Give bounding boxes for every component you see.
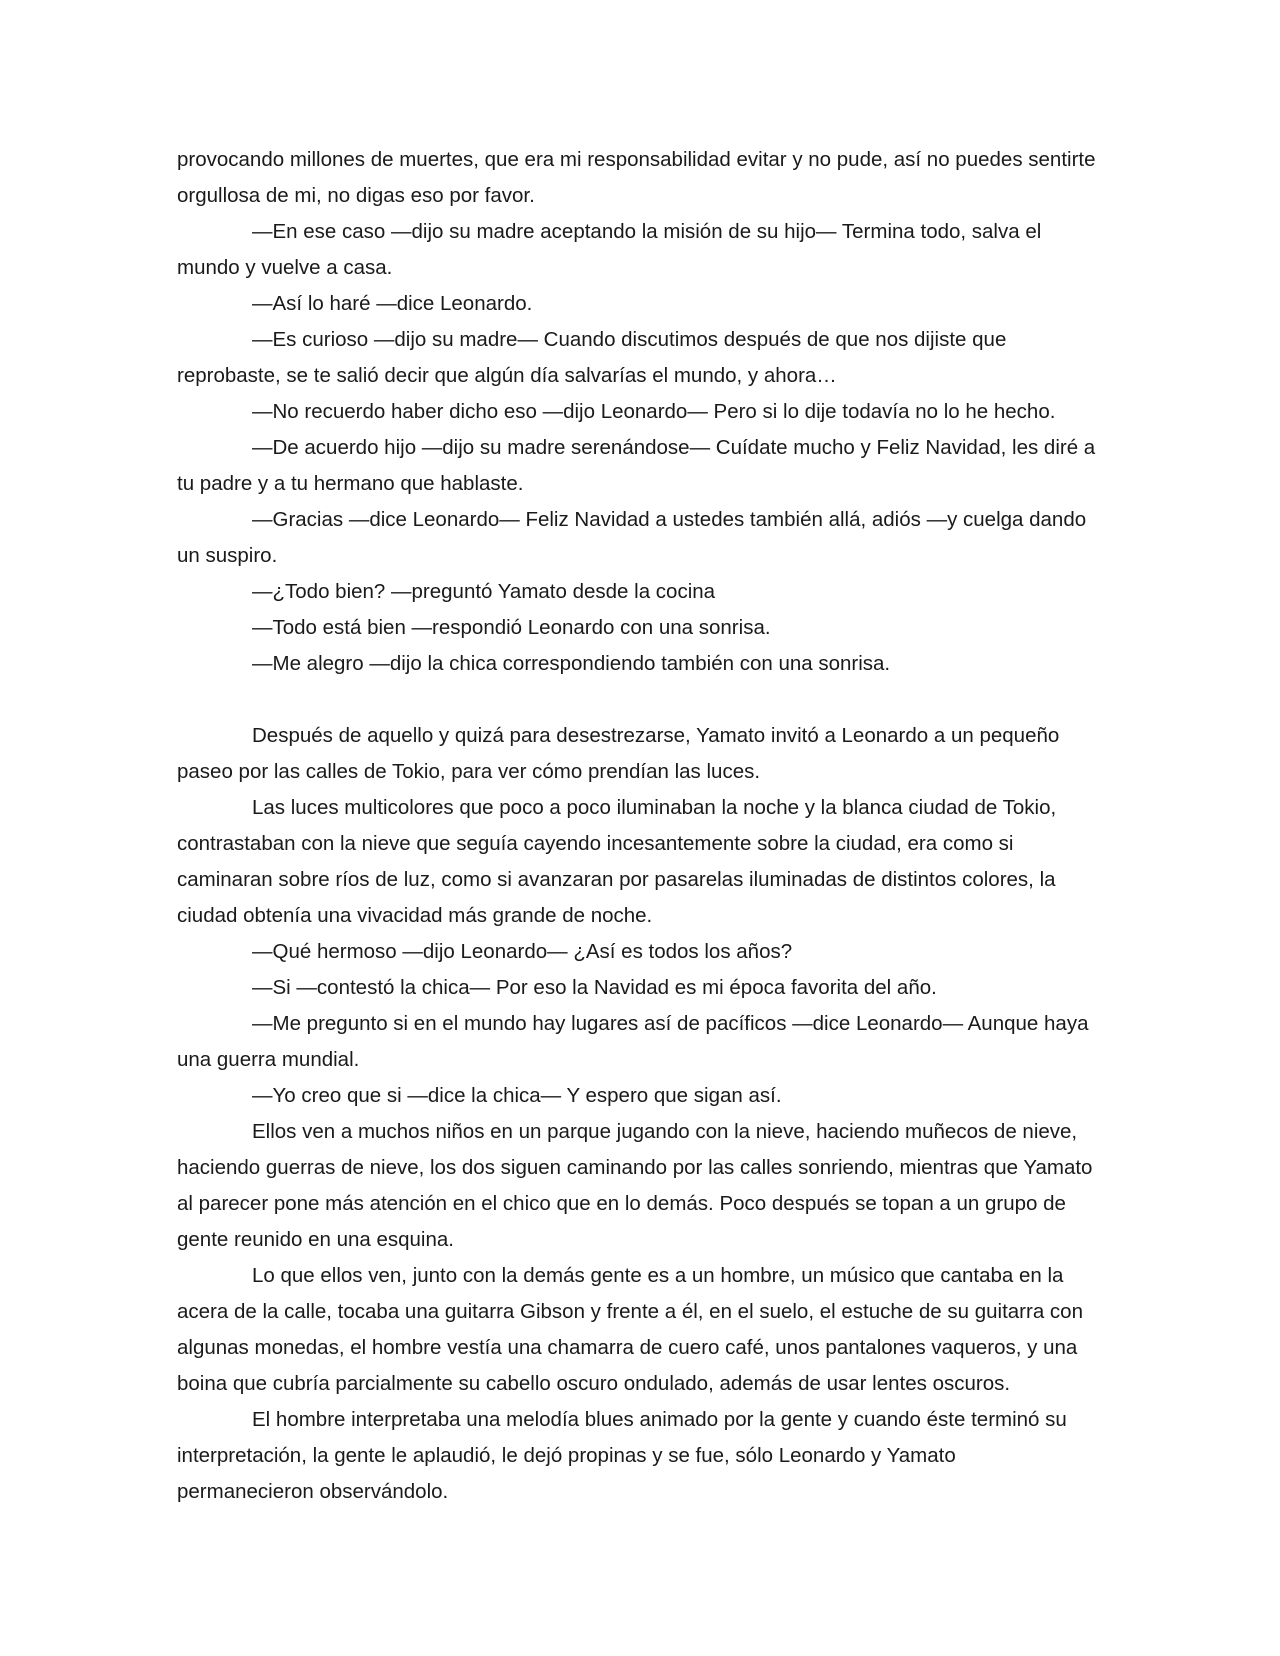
paragraph: provocando millones de muertes, que era mi responsabilidad evitar y no pude, así no puedes sentirte orgullosa de mi, no digas eso por favor. — [177, 148, 1096, 207]
section-break — [177, 682, 1097, 718]
paragraph: Las luces multicolores que poco a poco iluminaban la noche y la blanca ciudad de Tokio, contrastaban con la nieve que seguía cayendo incesantemente sobre la ciudad, era como si caminaran sobre ríos de luz, como si avanzaran por pasarelas iluminadas de distintos colores, la ciudad obtenía una vivacidad más grande de noche. — [177, 796, 1057, 927]
paragraph: —Me pregunto si en el mundo hay lugares así de pacíficos —dice Leonardo— Aunque haya una guerra mundial. — [177, 1012, 1089, 1071]
paragraph: —De acuerdo hijo —dijo su madre serenándose— Cuídate mucho y Feliz Navidad, les diré a tu padre y a tu hermano que hablaste. — [177, 436, 1096, 495]
paragraph: —¿Todo bien? —preguntó Yamato desde la cocina — [252, 580, 716, 603]
paragraph: —Todo está bien —respondió Leonardo con una sonrisa. — [252, 616, 771, 639]
paragraph: —No recuerdo haber dicho eso —dijo Leonardo— Pero si lo dije todavía no lo he hecho. — [252, 400, 1056, 423]
paragraph: —En ese caso —dijo su madre aceptando la misión de su hijo— Termina todo, salva el mundo y vuelve a casa. — [177, 220, 1042, 279]
paragraph: —Así lo haré —dice Leonardo. — [252, 292, 533, 315]
paragraph: Lo que ellos ven, junto con la demás gente es a un hombre, un músico que cantaba en la acera de la calle, tocaba una guitarra Gibson y frente a él, en el suelo, el estuche de su guitarra con algunas monedas, el hombre vestía una chamarra de cuero café, unos pantalones vaqueros, y una boina que cubría parcialmente su cabello oscuro ondulado, además de usar lentes oscuros. — [177, 1264, 1083, 1395]
paragraph: Ellos ven a muchos niños en un parque jugando con la nieve, haciendo muñecos de nieve, haciendo guerras de nieve, los dos siguen caminando por las calles sonriendo, mientras que Yamato al parecer pone más atención en el chico que en lo demás. Poco después se topan a un grupo de gente reunido en una esquina. — [177, 1120, 1093, 1251]
document-body — [177, 142, 1097, 1510]
paragraph: —Gracias —dice Leonardo— Feliz Navidad a ustedes también allá, adiós —y cuelga dando un suspiro. — [177, 508, 1087, 567]
paragraph: —Me alegro —dijo la chica correspondiendo también con una sonrisa. — [252, 652, 891, 675]
paragraph: —Qué hermoso —dijo Leonardo— ¿Así es todos los años? — [252, 940, 793, 963]
paragraph: —Es curioso —dijo su madre— Cuando discutimos después de que nos dijiste que reprobaste, se te salió decir que algún día salvarías el mundo, y ahora… — [177, 328, 1007, 387]
paragraph: El hombre interpretaba una melodía blues animado por la gente y cuando éste terminó su interpretación, la gente le aplaudió, le dejó propinas y se fue, sólo Leonardo y Yamato permanecieron observándolo. — [177, 1408, 1067, 1503]
paragraph: —Yo creo que si —dice la chica— Y espero que sigan así. — [252, 1084, 782, 1107]
paragraph: Después de aquello y quizá para desestrezarse, Yamato invitó a Leonardo a un pequeño paseo por las calles de Tokio, para ver cómo prendían las luces. — [177, 724, 1060, 783]
paragraph: —Si —contestó la chica— Por eso la Navidad es mi época favorita del año. — [252, 976, 937, 999]
